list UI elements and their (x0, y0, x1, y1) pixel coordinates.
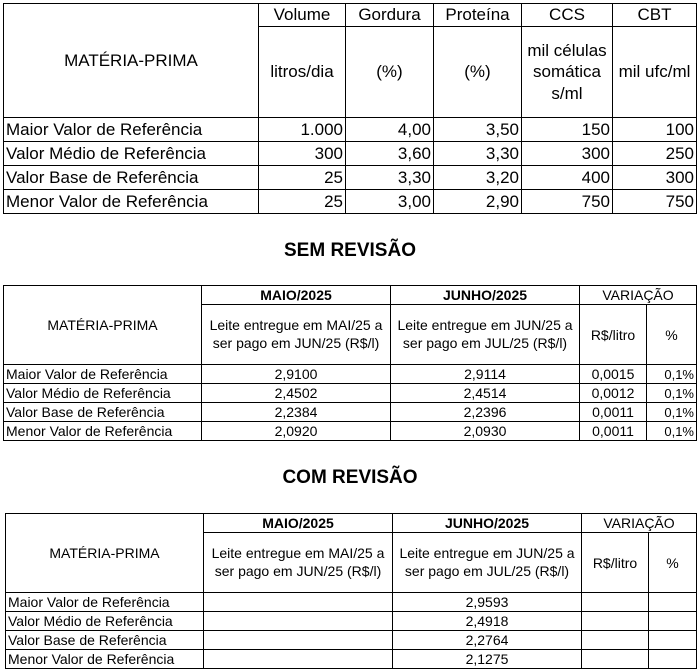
row-label: Maior Valor de Referência (4, 118, 259, 142)
row-label: Menor Valor de Referência (6, 650, 204, 669)
cell-ccs: 150 (522, 118, 613, 142)
cell-ccs: 300 (522, 142, 613, 166)
table-row (4, 142, 697, 166)
col-ccs-header: CCS (522, 4, 613, 27)
cell-var-rs: 0,0012 (580, 384, 647, 403)
desc-maio: Leite entregue em MAI/25 a ser pago em JUN/25 (R$/l) (204, 533, 393, 593)
cell-maio (204, 631, 393, 650)
table-row (4, 190, 697, 214)
cell-junho: 2,2764 (393, 631, 582, 650)
cell-var-rs: 0,0011 (580, 422, 647, 441)
table-row (4, 166, 697, 190)
table-row (4, 384, 697, 403)
cell-var-rs: 0,0011 (580, 403, 647, 422)
desc-maio: Leite entregue em MAI/25 a ser pago em JUN/25 (R$/l) (202, 305, 391, 365)
cell-cbt: 750 (613, 190, 697, 214)
row-label: Menor Valor de Referência (4, 422, 202, 441)
col-proteina-header: Proteína (434, 4, 522, 27)
com-revisao-table (5, 513, 697, 669)
row-label: Maior Valor de Referência (6, 593, 204, 612)
desc-junho: Leite entregue em JUN/25 a ser pago em JUL/25 (R$/l) (391, 305, 580, 365)
col-gordura-header: Gordura (346, 4, 434, 27)
cell-gordura: 4,00 (346, 118, 434, 142)
sem-revisao-table (3, 285, 697, 441)
cell-var-rs (582, 631, 649, 650)
unit-proteina: (%) (434, 27, 522, 118)
cell-cbt: 100 (613, 118, 697, 142)
cell-cbt: 250 (613, 142, 697, 166)
cell-var-pct (649, 593, 697, 612)
com-revisao-title: COM REVISÃO (282, 467, 418, 488)
desc-junho: Leite entregue em JUN/25 a ser pago em JUL/25 (R$/l) (393, 533, 582, 593)
cell-junho: 2,0930 (391, 422, 580, 441)
sem-revisao-title: SEM REVISÃO (284, 240, 416, 261)
cell-volume: 300 (259, 142, 346, 166)
rs-litro-header: R$/litro (582, 533, 649, 593)
unit-cbt: mil ufc/ml (613, 27, 697, 118)
cell-proteina: 3,20 (434, 166, 522, 190)
month-maio-header: MAIO/2025 (202, 286, 391, 305)
cell-gordura: 3,00 (346, 190, 434, 214)
cell-var-pct: 0,1% (647, 365, 697, 384)
row-label: Menor Valor de Referência (4, 190, 259, 214)
cell-volume: 1.000 (259, 118, 346, 142)
cell-proteina: 3,30 (434, 142, 522, 166)
cell-maio (204, 612, 393, 631)
col-cbt-header: CBT (613, 4, 697, 27)
month-junho-header: JUNHO/2025 (391, 286, 580, 305)
cell-maio: 2,9100 (202, 365, 391, 384)
cell-ccs: 400 (522, 166, 613, 190)
cell-volume: 25 (259, 166, 346, 190)
cell-maio: 2,0920 (202, 422, 391, 441)
cell-junho: 2,4514 (391, 384, 580, 403)
materia-prima-header: MATÉRIA-PRIMA (6, 514, 204, 593)
cell-junho: 2,9114 (391, 365, 580, 384)
table-row (6, 650, 697, 669)
table-row (6, 612, 697, 631)
cell-maio: 2,4502 (202, 384, 391, 403)
reference-parameters-table (3, 3, 697, 214)
table-row (4, 365, 697, 384)
cell-var-rs (582, 650, 649, 669)
cell-ccs: 750 (522, 190, 613, 214)
cell-junho: 2,9593 (393, 593, 582, 612)
cell-var-pct (649, 631, 697, 650)
cell-var-pct (649, 650, 697, 669)
cell-gordura: 3,30 (346, 166, 434, 190)
cell-cbt: 300 (613, 166, 697, 190)
cell-var-rs: 0,0015 (580, 365, 647, 384)
cell-maio (204, 593, 393, 612)
table-row (4, 118, 697, 142)
cell-var-rs (582, 593, 649, 612)
row-label: Valor Médio de Referência (4, 142, 259, 166)
cell-proteina: 2,90 (434, 190, 522, 214)
cell-junho: 2,2396 (391, 403, 580, 422)
unit-gordura: (%) (346, 27, 434, 118)
cell-var-pct: 0,1% (647, 422, 697, 441)
row-label: Maior Valor de Referência (4, 365, 202, 384)
table-row (6, 593, 697, 612)
cell-maio (204, 650, 393, 669)
month-junho-header: JUNHO/2025 (393, 514, 582, 533)
row-label: Valor Médio de Referência (6, 612, 204, 631)
table-row (4, 422, 697, 441)
row-label: Valor Base de Referência (4, 403, 202, 422)
table-row (4, 403, 697, 422)
variacao-header: VARIAÇÃO (580, 286, 697, 305)
cell-junho: 2,4918 (393, 612, 582, 631)
row-label: Valor Base de Referência (6, 631, 204, 650)
unit-volume: litros/dia (259, 27, 346, 118)
rs-litro-header: R$/litro (580, 305, 647, 365)
cell-gordura: 3,60 (346, 142, 434, 166)
table-row (6, 631, 697, 650)
cell-var-pct (649, 612, 697, 631)
cell-var-pct: 0,1% (647, 384, 697, 403)
cell-var-pct: 0,1% (647, 403, 697, 422)
pct-header: % (649, 533, 697, 593)
row-label: Valor Médio de Referência (4, 384, 202, 403)
cell-volume: 25 (259, 190, 346, 214)
materia-prima-header: MATÉRIA-PRIMA (4, 4, 259, 118)
cell-proteina: 3,50 (434, 118, 522, 142)
pct-header: % (647, 305, 697, 365)
cell-maio: 2,2384 (202, 403, 391, 422)
variacao-header: VARIAÇÃO (582, 514, 697, 533)
materia-prima-header: MATÉRIA-PRIMA (4, 286, 202, 365)
month-maio-header: MAIO/2025 (204, 514, 393, 533)
col-volume-header: Volume (259, 4, 346, 27)
unit-ccs: mil células somática s/ml (522, 27, 613, 118)
cell-var-rs (582, 612, 649, 631)
cell-junho: 2,1275 (393, 650, 582, 669)
row-label: Valor Base de Referência (4, 166, 259, 190)
